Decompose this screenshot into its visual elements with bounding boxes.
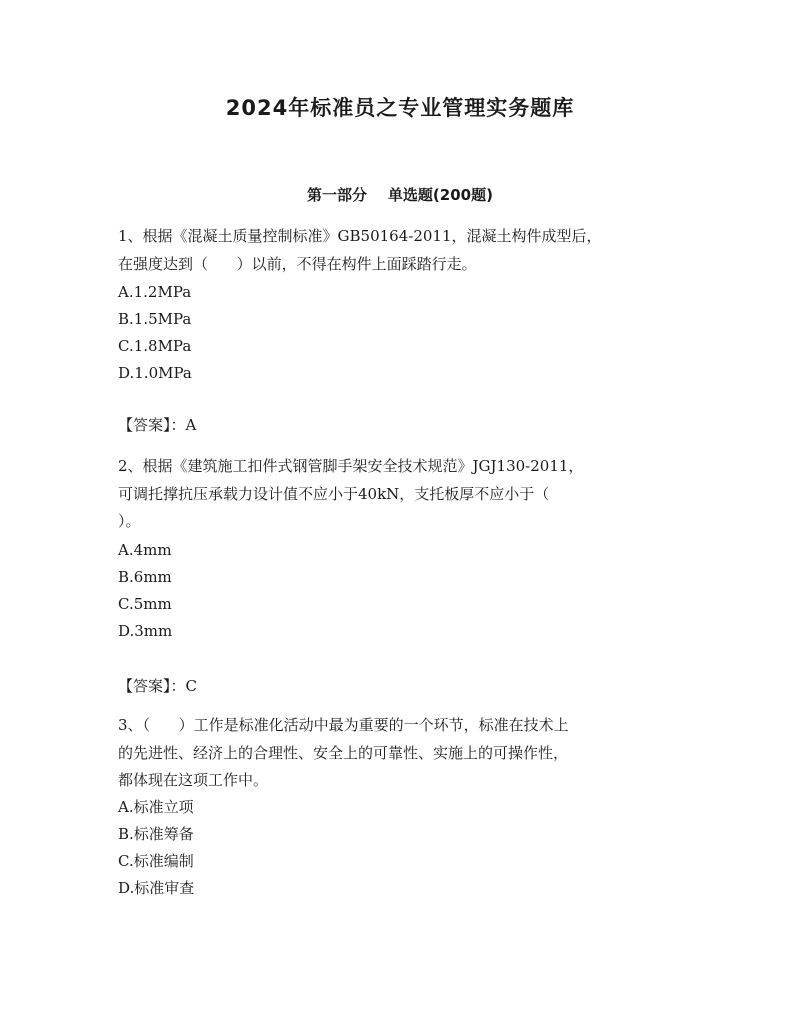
document-title: 2024年标准员之专业管理实务题库 [225,96,575,120]
question-2-stem-line-2: 可调托撑抗压承载力设计值不应小于40kN，支托板厚不应小于（ [118,485,550,503]
section-title: 第一部分 单选题(200题) [307,186,493,204]
question-2-stem-line-1: 2、根据《建筑施工扣件式钢管脚手架安全技术规范》JGJ130-2011， [118,457,584,475]
question-3-stem-line-1: 3、（ ）工作是标准化活动中最为重要的一个环节，标准在技术上 [118,716,569,734]
question-1-option-b: B.1.5MPa [118,310,192,328]
question-2-answer: 【答案】：C [118,677,197,695]
question-2-option-d: D.3mm [118,622,173,640]
question-3-option-a: A.标准立项 [118,798,194,816]
question-2-option-c: C.5mm [118,595,172,613]
question-3-option-c: C.标准编制 [118,852,194,870]
question-1-answer: 【答案】：A [118,416,197,434]
question-2-stem-line-3: ）。 [118,512,141,530]
question-2-option-a: A.4mm [118,541,172,559]
question-1-option-d: D.1.0MPa [118,364,192,382]
question-1-stem-line-1: 1、根据《混凝土质量控制标准》GB50164-2011，混凝土构件成型后， [118,227,602,245]
question-1-stem-line-2: 在强度达到（ ）以前，不得在构件上面踩踏行走。 [118,255,477,273]
question-2-option-b: B.6mm [118,568,172,586]
question-3-stem-line-3: 都体现在这项工作中。 [118,771,269,789]
question-3-stem-line-2: 的先进性、经济上的合理性、安全上的可靠性、实施上的可操作性， [118,744,569,762]
question-3-option-b: B.标准筹备 [118,825,194,843]
question-1-option-a: A.1.2MPa [118,283,192,301]
question-3-option-d: D.标准审查 [118,879,195,897]
question-1-option-c: C.1.8MPa [118,337,192,355]
